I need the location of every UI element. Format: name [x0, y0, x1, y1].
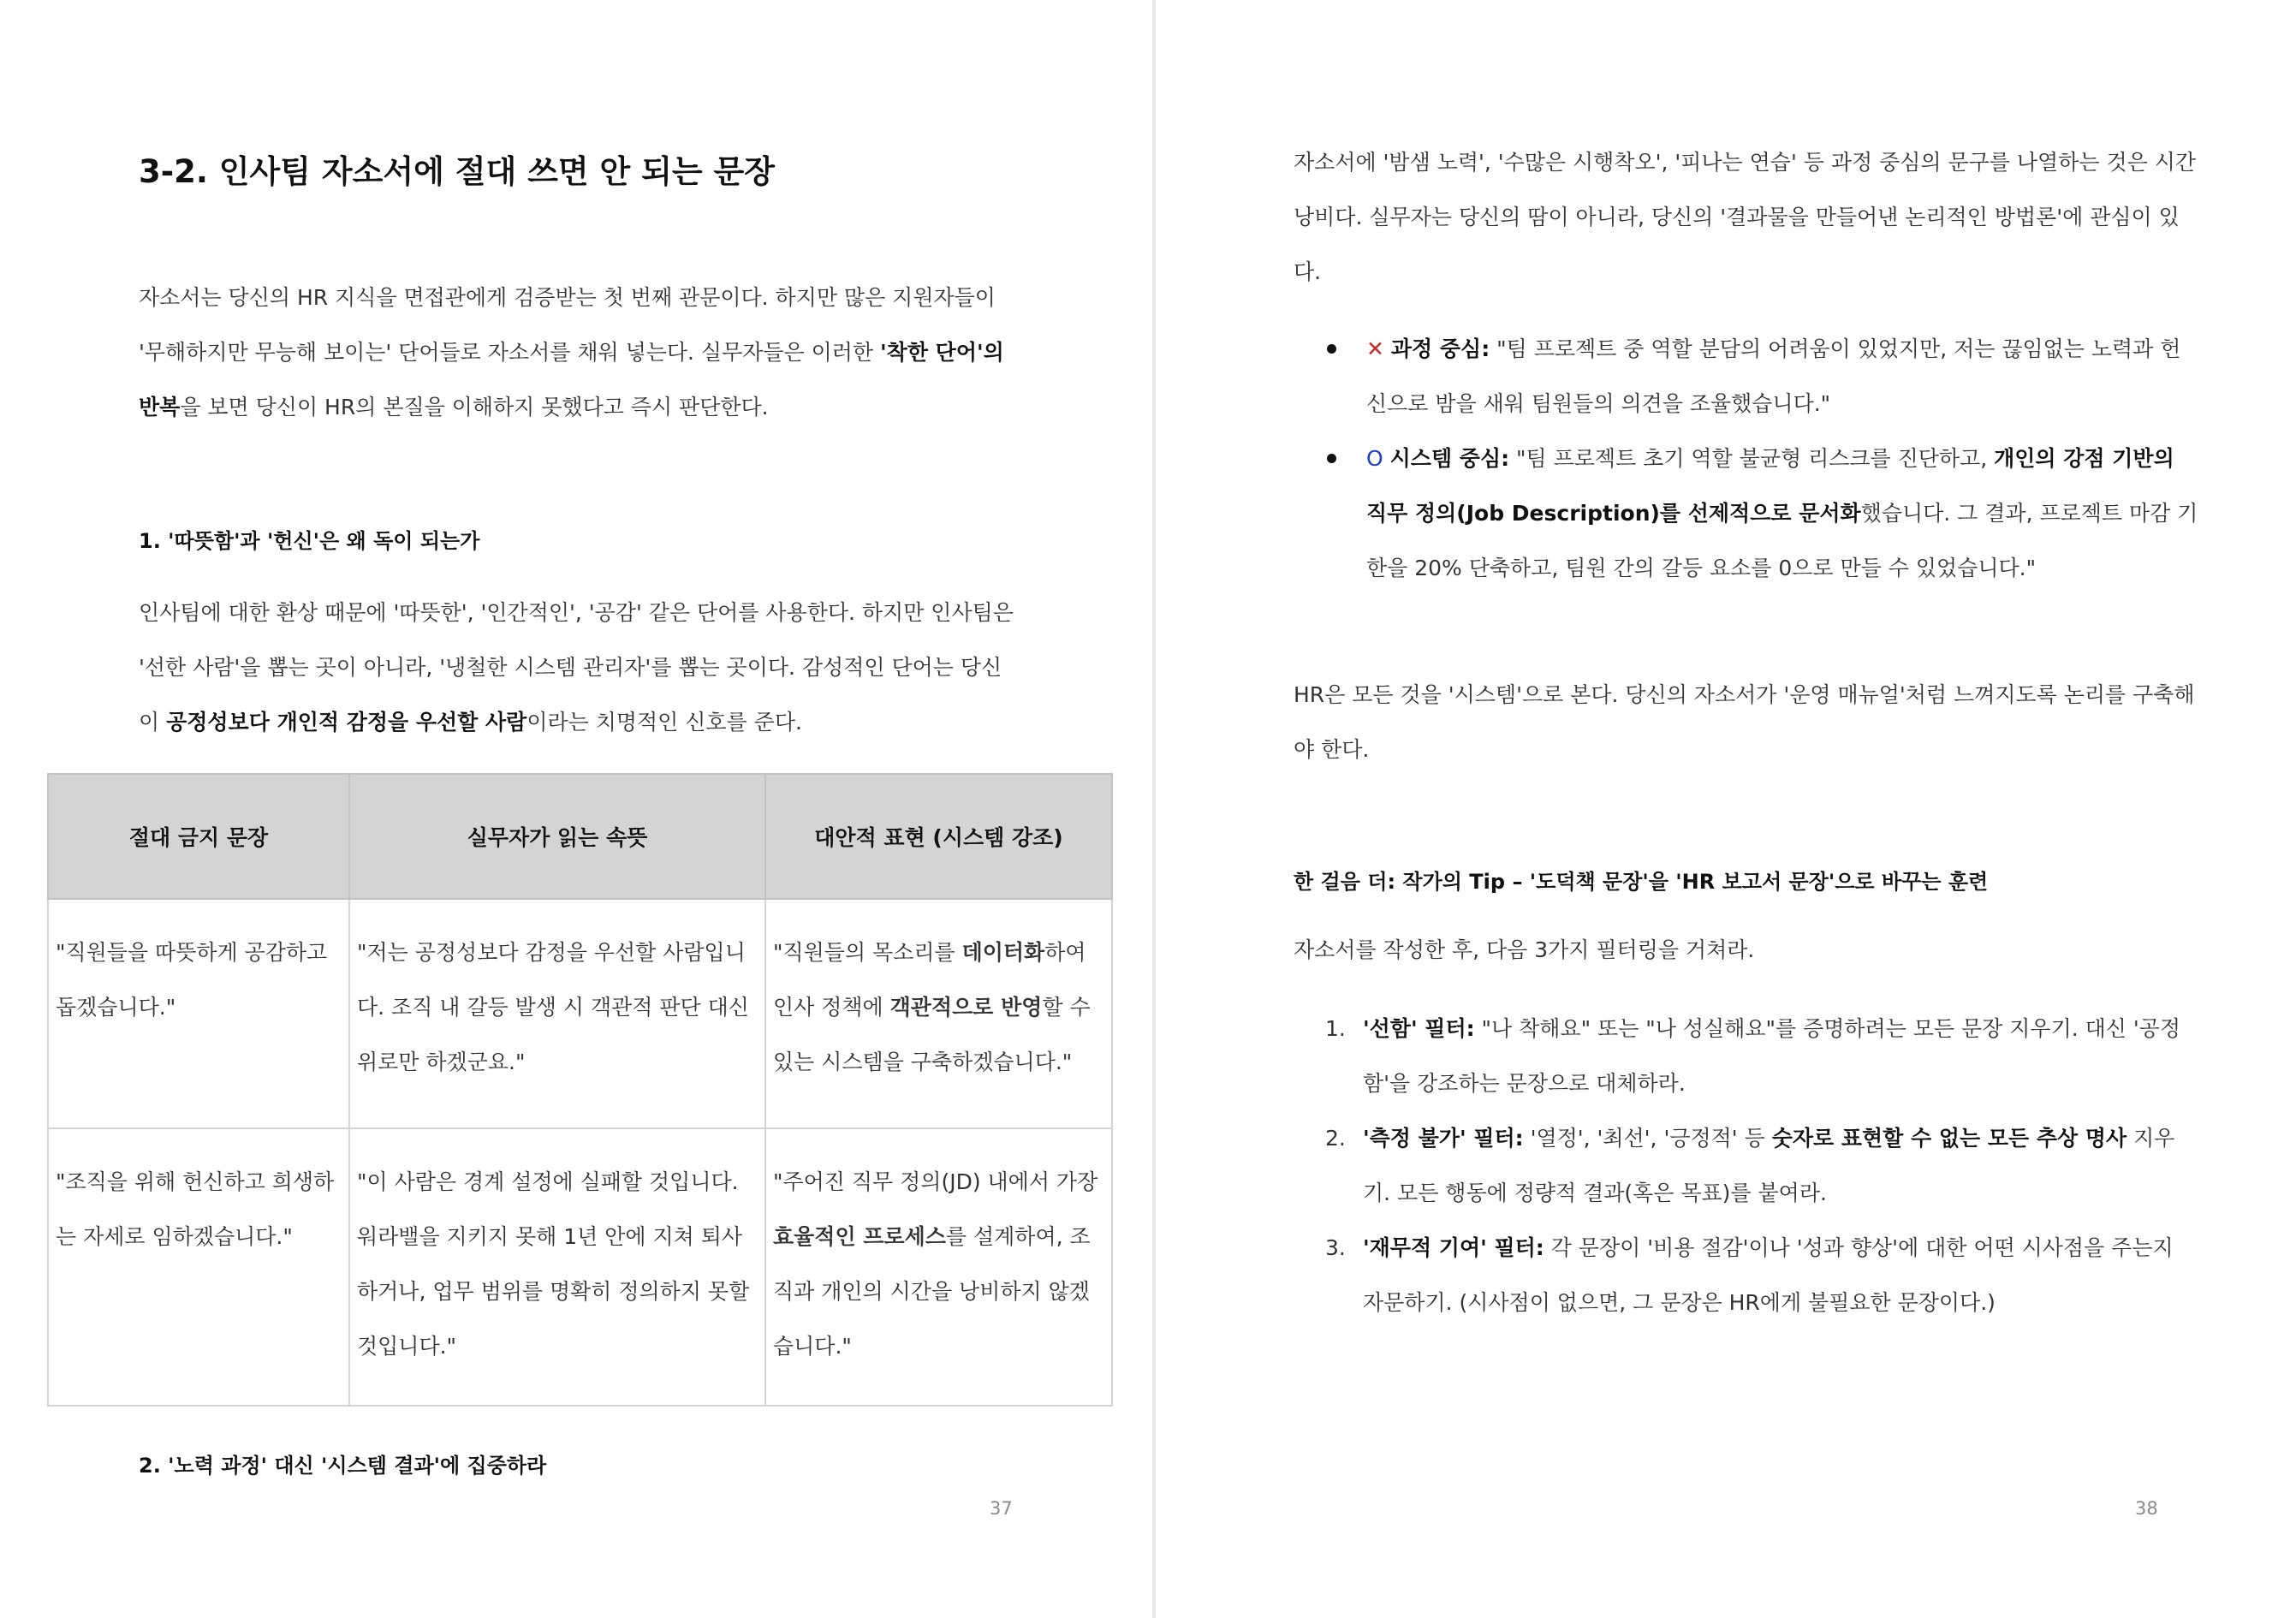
step-text: 지우기. 모든 행동에 정량적 결과(혹은 목표)를 붙여라.	[1363, 1126, 2175, 1205]
cell-text: 를 설계하여, 조직과 개인의 시간을 낭비하지 않겠습니다."	[773, 1224, 1091, 1359]
bullet-dot	[1327, 344, 1336, 354]
cell-text: "조직을 위해 헌신하고 희생하는 자세로 임하겠습니다."	[56, 1169, 335, 1249]
table-header: 대안적 표현 (시스템 강조)	[765, 774, 1112, 899]
forbidden-phrases-table	[47, 773, 1113, 1407]
section2-heading: 2. '노력 과정' 대신 '시스템 결과'에 집중하라	[139, 1454, 547, 1478]
section1-paragraph	[139, 586, 1020, 750]
comparison-bullets	[1327, 322, 2200, 596]
o-mark-icon: O	[1366, 446, 1383, 471]
page-title: 3-2. 인사팀 자소서에 절대 쓰면 안 되는 문장	[139, 153, 775, 190]
filter-steps-list	[1325, 1002, 2200, 1330]
hr-system-paragraph: HR은 모든 것을 '시스템'으로 본다. 당신의 자소서가 '운영 매뉴얼'처럼 느껴지도록 논리를 구축해야 한다.	[1294, 682, 2195, 762]
right-intro-paragraph: 자소서에 '밤샘 노력', '수많은 시행착오', '피나는 연습' 등 과정 중심의 문구를 나열하는 것은 시간 낭비다. 실무자는 당신의 땀이 아니라, 당신의 '결과물을 만들어낸 논리적인 방법론'에 관심이 있다.	[1294, 150, 2196, 284]
x-mark-icon: ✕	[1366, 336, 1384, 361]
bullet-text: "팀 프로젝트 중 역할 분담의 어려움이 있었지만, 저는 끊임없는 노력과 헌신으로 밤을 새워 팀원들의 의견을 조율했습니다."	[1366, 336, 2181, 416]
bullet-label: 과정 중심:	[1390, 336, 1490, 361]
step-number: 2.	[1325, 1126, 1346, 1151]
intro-text-b: 을 보면 당신이 HR의 본질을 이해하지 못했다고 즉시 판단한다.	[180, 395, 769, 419]
cell-bold-text: 효율적인 프로세스	[773, 1224, 946, 1249]
tip-intro: 자소서를 작성한 후, 다음 3가지 필터링을 거쳐라.	[1294, 937, 1755, 962]
list-item-step	[1325, 1111, 2200, 1221]
cell-text: "직원들을 따뜻하게 공감하고 돕겠습니다."	[56, 940, 328, 1020]
table-header-row	[48, 774, 1112, 899]
bullet-text: "팀 프로젝트 초기 역할 불균형 리스크를 진단하고,	[1509, 446, 1995, 471]
list-item-step	[1325, 1221, 2200, 1330]
step-number: 3.	[1325, 1235, 1346, 1260]
table-cell	[349, 1128, 765, 1406]
list-item-system	[1327, 431, 2200, 596]
table-cell	[765, 899, 1112, 1128]
intro-text-bold: '착한 단어'의 반복	[139, 340, 1004, 419]
tip-heading: 한 걸음 더: 작가의 Tip – '도덕책 문장'을 'HR 보고서 문장'으로 바꾸는 훈련	[1294, 870, 1989, 894]
bullet-label: 시스템 중심:	[1389, 446, 1510, 471]
list-item-process	[1327, 322, 2200, 431]
list-item-step	[1325, 1002, 2200, 1111]
cell-text: 하여 인사 정책에	[773, 940, 1086, 1020]
bullet-bold-text: 개인의 강점 기반의 직무 정의(Job Description)를 선제적으로 문서화	[1366, 446, 2174, 526]
table-header: 절대 금지 문장	[48, 774, 349, 899]
cell-bold-text: 데이터화	[961, 940, 1045, 965]
intro-paragraph	[139, 271, 1020, 435]
section1-text-b: 이라는 치명적인 신호를 준다.	[526, 710, 802, 735]
table-cell	[48, 899, 349, 1128]
step-text: 각 문장이 '비용 절감'이나 '성과 향상'에 대한 어떤 시사점을 주는지 자문하기. (시사점이 없으면, 그 문장은 HR에게 불필요한 문장이다.)	[1363, 1235, 2174, 1315]
step-text: '열정', '최선', '긍정적' 등	[1523, 1126, 1772, 1151]
table-header: 실무자가 읽는 속뜻	[349, 774, 765, 899]
section1-heading: 1. '따뜻함'과 '헌신'은 왜 독이 되는가	[139, 529, 480, 553]
cell-text: 할 수 있는 시스템을 구축하겠습니다."	[773, 995, 1091, 1074]
intro-text-a: 자소서는 당신의 HR 지식을 면접관에게 검증받는 첫 번째 관문이다. 하지만 많은 지원자들이 '무해하지만 무능해 보이는' 단어들로 자소서를 채워 넣는다. 실무자들은 이러한	[139, 285, 996, 365]
table-row	[48, 1128, 1112, 1406]
step-label: '재무적 기여' 필터:	[1363, 1235, 1544, 1260]
page-number: 37	[990, 1498, 1013, 1519]
step-label: '측정 불가' 필터:	[1363, 1126, 1524, 1151]
section1-text-a: 인사팀에 대한 환상 때문에 '따뜻한', '인간적인', '공감' 같은 단어를 사용한다. 하지만 인사팀은 '선한 사람'을 뽑는 곳이 아니라, '냉철한 시스템 관리자'를 뽑는 곳이다. 감성적인 단어는 당신이	[139, 600, 1014, 735]
step-bold-text: 숫자로 표현할 수 없는 모든 추상 명사	[1771, 1126, 2127, 1151]
step-number: 1.	[1325, 1016, 1346, 1041]
cell-text: "주어진 직무 정의(JD) 내에서 가장	[773, 1169, 1098, 1194]
bullet-dot	[1327, 454, 1336, 463]
table-cell	[48, 1128, 349, 1406]
cell-text: "직원들의 목소리를	[773, 940, 962, 965]
section1-text-bold: 공정성보다 개인적 감정을 우선할 사람	[166, 710, 527, 735]
table-cell	[349, 899, 765, 1128]
table-row	[48, 899, 1112, 1128]
cell-text: "저는 공정성보다 감정을 우선할 사람입니다. 조직 내 갈등 발생 시 객관적 판단 대신 위로만 하겠군요."	[357, 940, 749, 1074]
cell-text: "이 사람은 경계 설정에 실패할 것입니다. 워라밸을 지키지 못해 1년 안에 지쳐 퇴사하거나, 업무 범위를 명확히 정의하지 못할 것입니다."	[357, 1169, 750, 1359]
table-cell	[765, 1128, 1112, 1406]
right-page	[1156, 0, 2296, 1618]
step-text: "나 착해요" 또는 "나 성실해요"를 증명하려는 모든 문장 지우기. 대신 '공정함'을 강조하는 문장으로 대체하라.	[1363, 1016, 2181, 1096]
page-number: 38	[2135, 1498, 2158, 1519]
cell-bold-text: 객관적으로 반영	[889, 995, 1043, 1020]
bullet-text: 했습니다. 그 결과, 프로젝트 마감 기한을 20% 단축하고, 팀원 간의 갈등 요소를 0으로 만들 수 있었습니다."	[1366, 501, 2198, 580]
step-label: '선함' 필터:	[1363, 1016, 1475, 1041]
